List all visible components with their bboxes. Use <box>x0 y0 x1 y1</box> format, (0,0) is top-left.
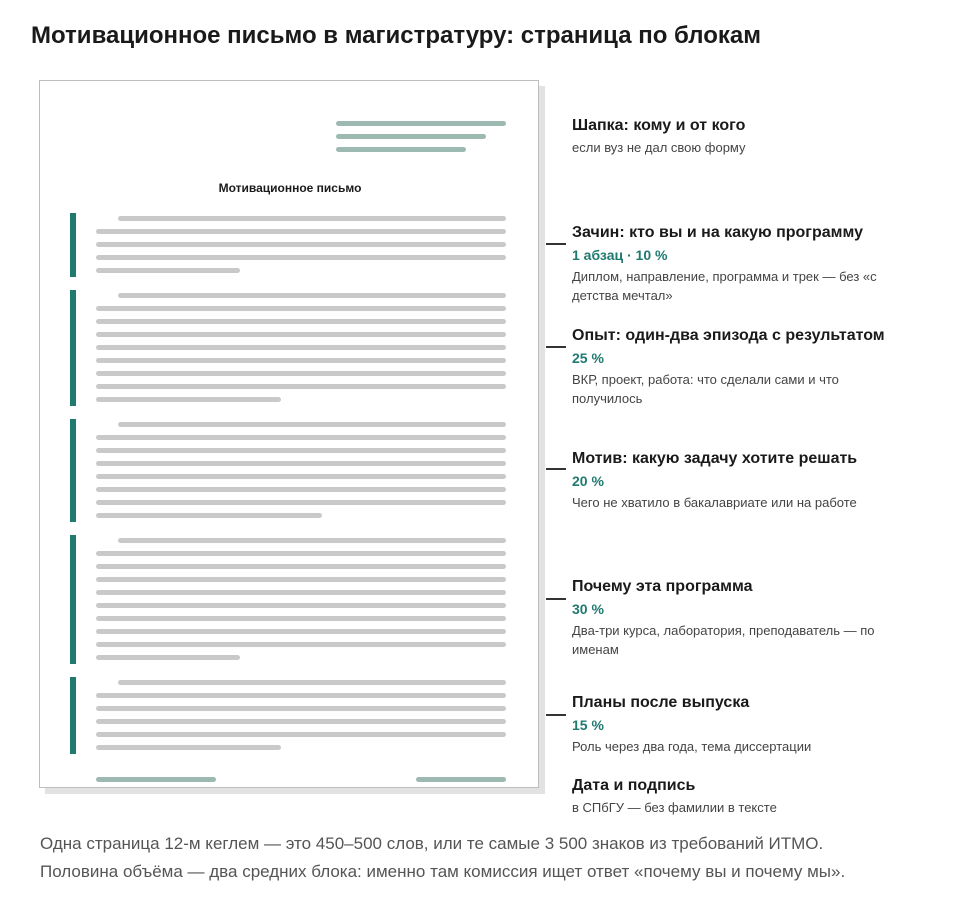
footer-line-2: Половина объёма — два средних блока: именно там комиссия ищет ответ «почему вы и почему мы». <box>40 862 846 881</box>
text-line <box>118 293 506 298</box>
block-desc: Два-три курса, лаборатория, преподаватель — по именам <box>572 623 875 657</box>
text-line <box>96 435 506 440</box>
text-line <box>96 371 506 376</box>
text-line <box>96 719 506 724</box>
text-line <box>96 513 322 518</box>
text-line <box>96 655 240 660</box>
block-desc: Диплом, направление, программа и трек — без «с детства мечтал» <box>572 269 877 303</box>
block-percent: 1 абзац · 10 % <box>572 247 668 263</box>
block-title: Зачин: кто вы и на какую программу <box>572 224 863 241</box>
block-title: Планы после выпуска <box>572 694 750 711</box>
connector-experience <box>546 346 566 348</box>
document-heading: Мотивационное письмо <box>218 181 362 195</box>
block-title: Мотив: какую задачу хотите решать <box>572 450 858 467</box>
connector-program <box>546 598 566 600</box>
block-desc: если вуз не дал свою форму <box>572 140 746 155</box>
block-percent: 15 % <box>572 717 604 733</box>
header-line <box>336 147 466 152</box>
text-line <box>96 616 506 621</box>
block-desc: ВКР, проект, работа: что сделали сами и что получилось <box>572 372 839 406</box>
footer-note <box>40 830 950 886</box>
letter-page <box>39 80 539 788</box>
text-line <box>96 255 506 260</box>
block-plans <box>572 693 952 756</box>
text-line <box>96 397 281 402</box>
connector-intro <box>546 243 566 245</box>
text-line <box>96 551 506 556</box>
text-line <box>118 680 506 685</box>
block-desc: Чего не хватило в бакалавриате или на работе <box>572 495 857 510</box>
text-line <box>96 345 506 350</box>
text-line <box>96 268 240 273</box>
block-title: Дата и подпись <box>572 777 696 794</box>
block-program <box>572 577 952 659</box>
text-line <box>96 358 506 363</box>
paragraph-bar-motive <box>70 419 76 522</box>
text-line <box>96 384 506 389</box>
text-line <box>96 732 506 737</box>
connector-plans <box>546 714 566 716</box>
text-line <box>96 242 506 247</box>
block-signature <box>572 776 952 817</box>
text-line <box>96 590 506 595</box>
paragraph-bar-experience <box>70 290 76 406</box>
header-line <box>336 134 486 139</box>
block-header <box>572 116 952 157</box>
connector-motive <box>546 468 566 470</box>
block-title: Почему эта программа <box>572 578 753 595</box>
block-title: Шапка: кому и от кого <box>572 117 746 134</box>
block-desc: Роль через два года, тема диссертации <box>572 739 812 754</box>
text-line <box>96 642 506 647</box>
block-percent: 30 % <box>572 601 604 617</box>
block-title: Опыт: один-два эпизода с результатом <box>572 327 885 344</box>
header-line <box>336 121 506 126</box>
text-line <box>96 693 506 698</box>
paragraph-bar-plans <box>70 677 76 754</box>
block-desc: в СПбГУ — без фамилии в тексте <box>572 800 777 815</box>
text-line <box>118 422 506 427</box>
block-percent: 25 % <box>572 350 604 366</box>
signature-line <box>416 777 506 782</box>
paragraph-bar-program <box>70 535 76 664</box>
text-line <box>96 564 506 569</box>
block-motive <box>572 449 952 512</box>
text-line <box>96 332 506 337</box>
text-line <box>96 448 506 453</box>
paragraph-bar-intro <box>70 213 76 277</box>
text-line <box>96 229 506 234</box>
text-line <box>96 306 506 311</box>
date-line <box>96 777 216 782</box>
text-line <box>96 500 506 505</box>
text-line <box>96 319 506 324</box>
block-intro <box>572 223 952 305</box>
footer-line-1: Одна страница 12-м кеглем — это 450–500 слов, или те самые 3 500 знаков из требований ИТМО. <box>40 834 824 853</box>
text-line <box>96 706 506 711</box>
text-line <box>96 603 506 608</box>
text-line <box>96 487 506 492</box>
text-line <box>118 538 506 543</box>
text-line <box>96 461 506 466</box>
block-percent: 20 % <box>572 473 604 489</box>
text-line <box>96 577 506 582</box>
text-line <box>118 216 506 221</box>
text-line <box>96 745 281 750</box>
block-experience <box>572 326 952 408</box>
text-line <box>96 629 506 634</box>
page-title: Мотивационное письмо в магистратуру: страница по блокам <box>31 22 761 49</box>
text-line <box>96 474 506 479</box>
